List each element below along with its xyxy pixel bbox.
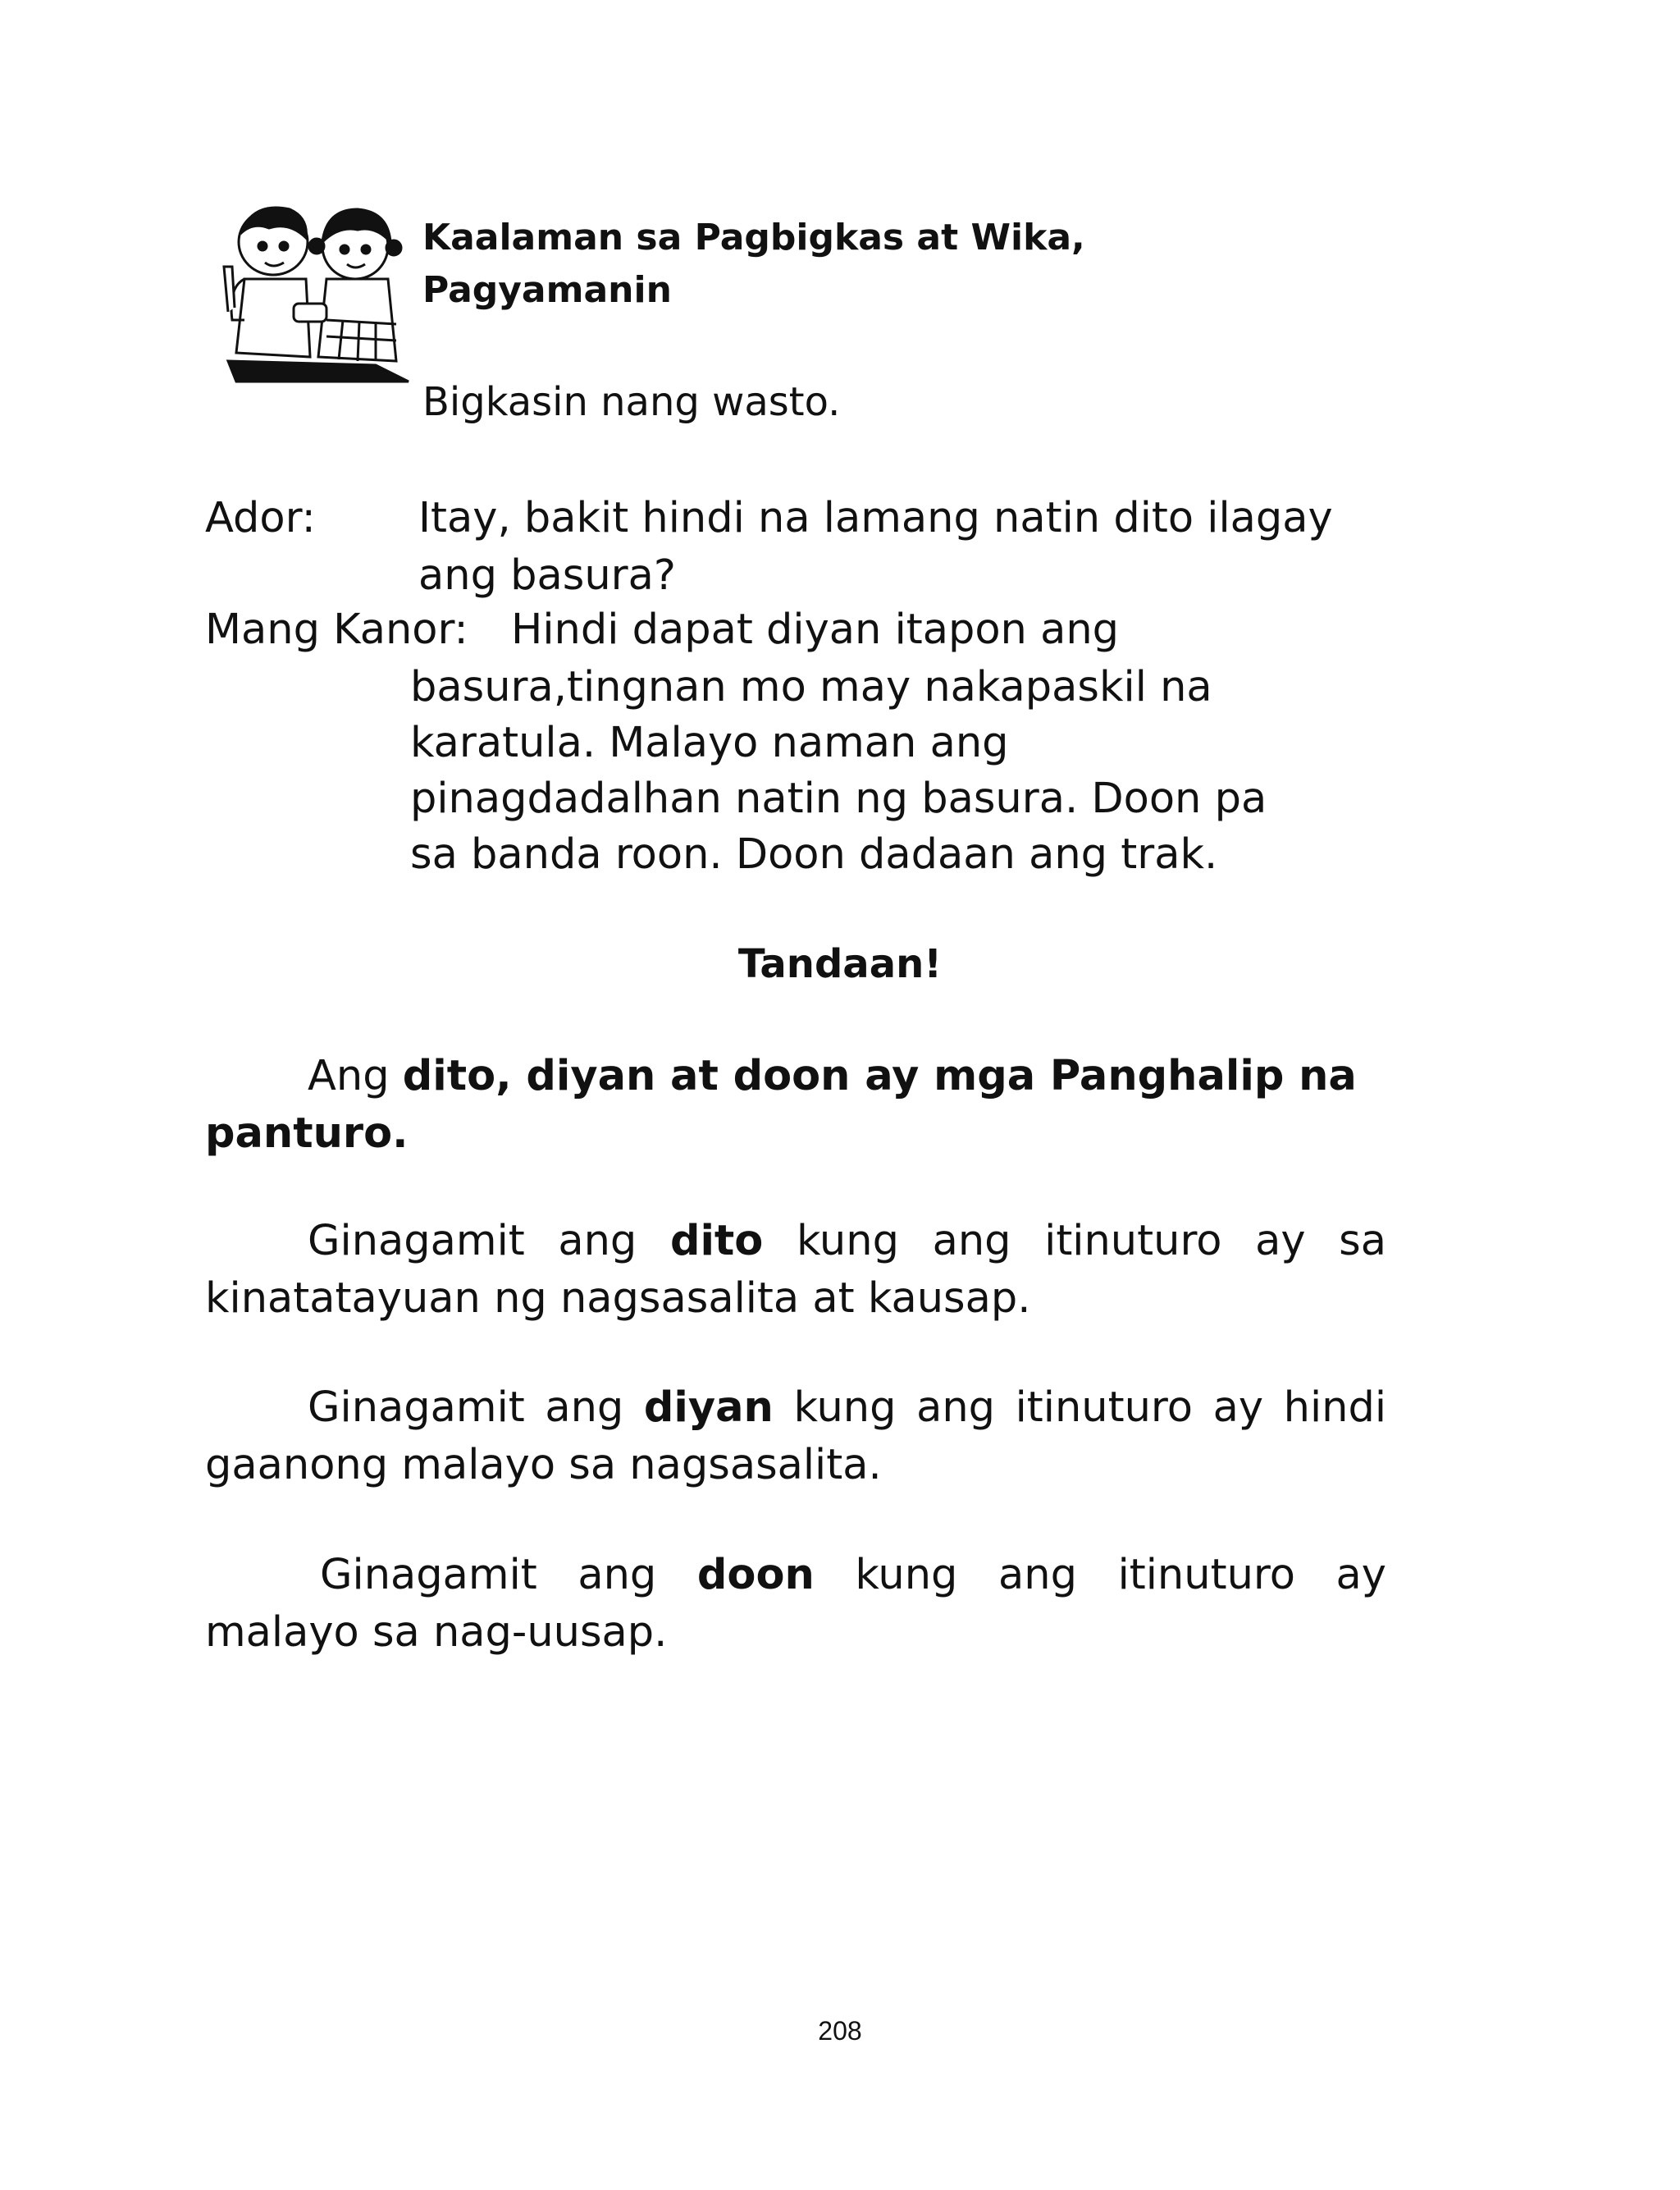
tandaan-paragraph-2 [205, 1213, 1386, 1328]
kanor-line-4: pinagdadalhan natin ng basura. Doon pa [410, 775, 1267, 823]
section-heading-line2: Pagyamanin [422, 269, 672, 311]
p3-text-pre: Ginagamit ang [308, 1383, 644, 1432]
p2-text-pre: Ginagamit ang [308, 1217, 670, 1265]
ador-line-1: Itay, bakit hindi na lamang natin dito ilagay [418, 494, 1333, 542]
tandaan-paragraph-3 [205, 1379, 1386, 1494]
p4-bold: doon [696, 1551, 815, 1599]
kanor-line-5: sa banda roon. Doon dadaan ang trak. [410, 830, 1218, 879]
p2-bold: dito [669, 1217, 764, 1265]
kanor-line-2: basura,tingnan mo may nakapaskil na [410, 663, 1212, 711]
kanor-line-1: Hindi dapat diyan itapon ang [511, 606, 1120, 654]
p4-text-post: kung ang itinuturo ay malayo sa nag-uusap. [205, 1551, 1386, 1657]
speaker-ador: Ador: [205, 494, 316, 542]
p1-text: Ang [308, 1052, 403, 1100]
instruction-text: Bigkasin nang wasto. [422, 379, 841, 425]
tandaan-title: Tandaan! [737, 941, 943, 987]
ador-line-2: ang basura? [418, 551, 676, 600]
p3-bold: diyan [643, 1383, 774, 1432]
section-heading [422, 212, 1085, 317]
p1-bold: dito, diyan at doon ay mga Panghalip na panturo. [205, 1052, 1357, 1158]
section-heading-line1: Kaalaman sa Pagbigkas at Wika, [422, 217, 1085, 258]
p4-text-pre: Ginagamit ang [320, 1551, 697, 1599]
kanor-line-3: karatula. Malayo naman ang [410, 719, 1009, 767]
p3-text-post: kung ang itinuturo ay hindi gaanong malayo sa nagsasalita. [205, 1383, 1386, 1489]
tandaan-paragraph-1 [205, 1048, 1386, 1163]
tandaan-paragraph-4 [205, 1547, 1386, 1662]
children-illustration [212, 197, 425, 386]
speaker-mang-kanor: Mang Kanor: [205, 606, 468, 654]
page-number: 208 [818, 2016, 862, 2046]
p2-text-post: kung ang itinuturo ay sa kinatatayuan ng nagsasalita at kausap. [205, 1217, 1386, 1323]
